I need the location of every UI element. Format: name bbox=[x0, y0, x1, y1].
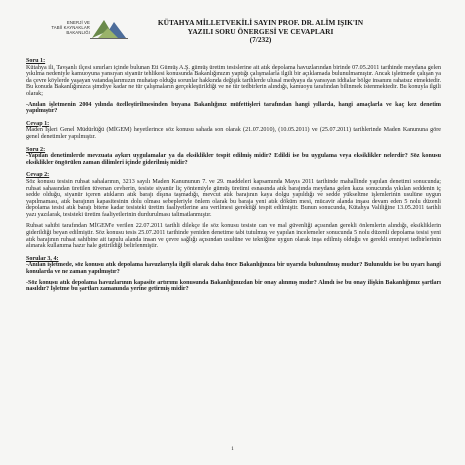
section-cevap-1 bbox=[26, 121, 441, 141]
logo-text-line: TABİİ KAYNAKLAR bbox=[51, 25, 90, 30]
title-line: KÜTAHYA MİLLETVEKİLİ SAYIN PROF. DR. ALİM IŞIK'IN bbox=[157, 18, 364, 27]
document-title bbox=[138, 19, 383, 45]
page-number: 1 bbox=[231, 446, 234, 452]
logo-text bbox=[32, 20, 90, 35]
section-heading: Soru 2: bbox=[26, 146, 46, 153]
title-line: YAZILI SORU ÖNERGESİ VE CEVAPLARI bbox=[187, 26, 334, 36]
paragraph: Söz konusu tesisin ruhsat sahalarının, 3213 sayılı Maden Kanununun 7. ve 29. maddeleri kapsamında Mayıs 2011 tarihinde mahallinde yapılan denetimi sonucunda; ruhsat sahasından üretilen tüvenan cevherin, tesiste siyanür liç yöntemiyle gümüş üretimi esnasında atık barajında meydana gelen kaza sonucunda yıkılan seddenin iç sedde olduğu, siyanür içeren atıkların atık barajı dışına taşmadığı, mevcut atık barajının kaya dolgu yapıldığı ve sedde yükseltme işlemlerinin usulüne uygun yapılmaması, atık barajının kapasitesinin dolu olması sebepleriyle önlem olarak bu baraja yeni atık döküm mesi, mücavir alanda inşası devam eden 5 nolu düzenli depolama tesisi atık barajı bitene kadar tesisteki üretim faaliyetlerine ara verilmesi gerektiği tespit edilmiştir. Bunun sonucunda, Kütahya Valiliğine 13.05.2011 tarihli yazı yazılarak, tesisteki üretim faaliyetlerinin durdurulması talimatlanmıştır. bbox=[26, 178, 441, 218]
title-line: (7/232) bbox=[249, 35, 272, 45]
section-soru-1 bbox=[26, 58, 441, 115]
document-header bbox=[26, 12, 441, 52]
section-sorular-3-4 bbox=[26, 256, 441, 293]
question-text: -Anılan işletmede, söz konusu atık depolama havuzlarıyla ilgili olarak daha önce Bakanlığınıza bir uyarıda bulunulmuş mudur? Bulunuldu ise bu uyarı hangi konularda ve ne zaman yapılmıştır? bbox=[26, 262, 441, 276]
paragraph: Maden İşleri Genel Müdürlüğü (MİGEM) heyetlerince söz konusu sahada son olarak (21.07.2010), (10.05.2011) ve (25.07.2011) tarihlerinde Maden Kanununa göre genel denetimler yapılmıştır. bbox=[26, 127, 441, 140]
ministry-emblem-icon bbox=[90, 18, 128, 40]
document-body bbox=[26, 58, 441, 293]
section-heading: Cevap 1: bbox=[26, 120, 50, 127]
question-text: -Anılan işletmenin 2004 yılında özelleştirilmesinden buyana Bakanlığınız müfettişleri tarafından hangi yıllarda, hangi amaçlarla ve kaç kez denetim yapılmıştır? bbox=[26, 101, 441, 115]
section-cevap-2 bbox=[26, 172, 441, 250]
section-soru-2 bbox=[26, 147, 441, 167]
paragraph: Ruhsat sahibi tarafından MİGEM'e verilen 22.07.2011 tarihli dilekçe ile söz konusu tesiste can ve mal güvenliği açısından gerekli önlemlerin alındığı, eksikliklerin giderildiği beyan edilmiştir. Söz konusu tesis 25.07.2011 tarihinde yeniden denetime tabi tutulmuş ve yapılan incelemeler sonucunda 5 nolu düzenli depolama tesisi yeni atık barajının ruhsat sahibine ait tapulu alanda insan ve çevre sağlığı açısından usulüne ve tekniğine uygun olarak inşa edilmiş olduğu ve gerekli emniyet tedbirlerinin alınarak kullanıma hazır hale getirildiği belirlenmiştir. bbox=[26, 223, 441, 250]
question-text: -Söz konusu atık depolama havuzlarının kapasite artırımı konusunda Bakanlığınızdan bir onay alınmış mıdır? Alındı ise bu onay ilişkin Bakanlığımız şartları nasıldır? İşletme bu şartları zamanında yerine getirmiş midir? bbox=[26, 279, 441, 293]
ministry-logo bbox=[32, 14, 132, 48]
logo-text-line: BAKANLIĞI bbox=[66, 30, 90, 35]
section-heading: Sorular 3, 4: bbox=[26, 255, 59, 262]
section-heading: Cevap 2: bbox=[26, 172, 50, 179]
paragraph: Kütahya ili, Tavşanlı ilçesi sınırları içinde bulunan Eti Gümüş A.Ş. gümüş üretim tesislerine ait atık depolama havuzlarından birinde 07.05.2011 tarihinde meydana gelen yıkılma nedeniyle kamuoyuna yansıyan siyanür tehlikesi konusunda Bakanlığınızın yaptığı çalışmalarla ilgili bir açıklamada bulunulmamıştır. Ancak işletmede çalışan ya da çevre köylerde yaşayan vatandaşlarımızın muhatap olduğu sorunlar hakkında değişik tarihlerde ulusal medyaya da yansıyan iddialar bölge insanını rahatsız etmektedir. Bu konuda Bakanlığınızca şimdiye kadar ne tür çalışmaların gerçekleştirildiği ve ne tür tedbirlerin alındığı, kamuoyu tarafından bilinmek istenmektedir. Bu konuyla ilgili olarak; bbox=[26, 64, 441, 97]
logo-text-line: ENERJİ VE bbox=[66, 20, 90, 25]
section-heading: Soru 1: bbox=[26, 58, 46, 64]
question-text: -Yapılan denetimlerde mevzuata aykırı uygulamalar ya da eksiklikler tespit edilmiş midir? Edildi ise bu uygulama veya eksiklikler nelerdir? Söz konusu eksiklikler öngörülen zaman dilimleri içinde giderilmiş midir? bbox=[26, 153, 441, 166]
